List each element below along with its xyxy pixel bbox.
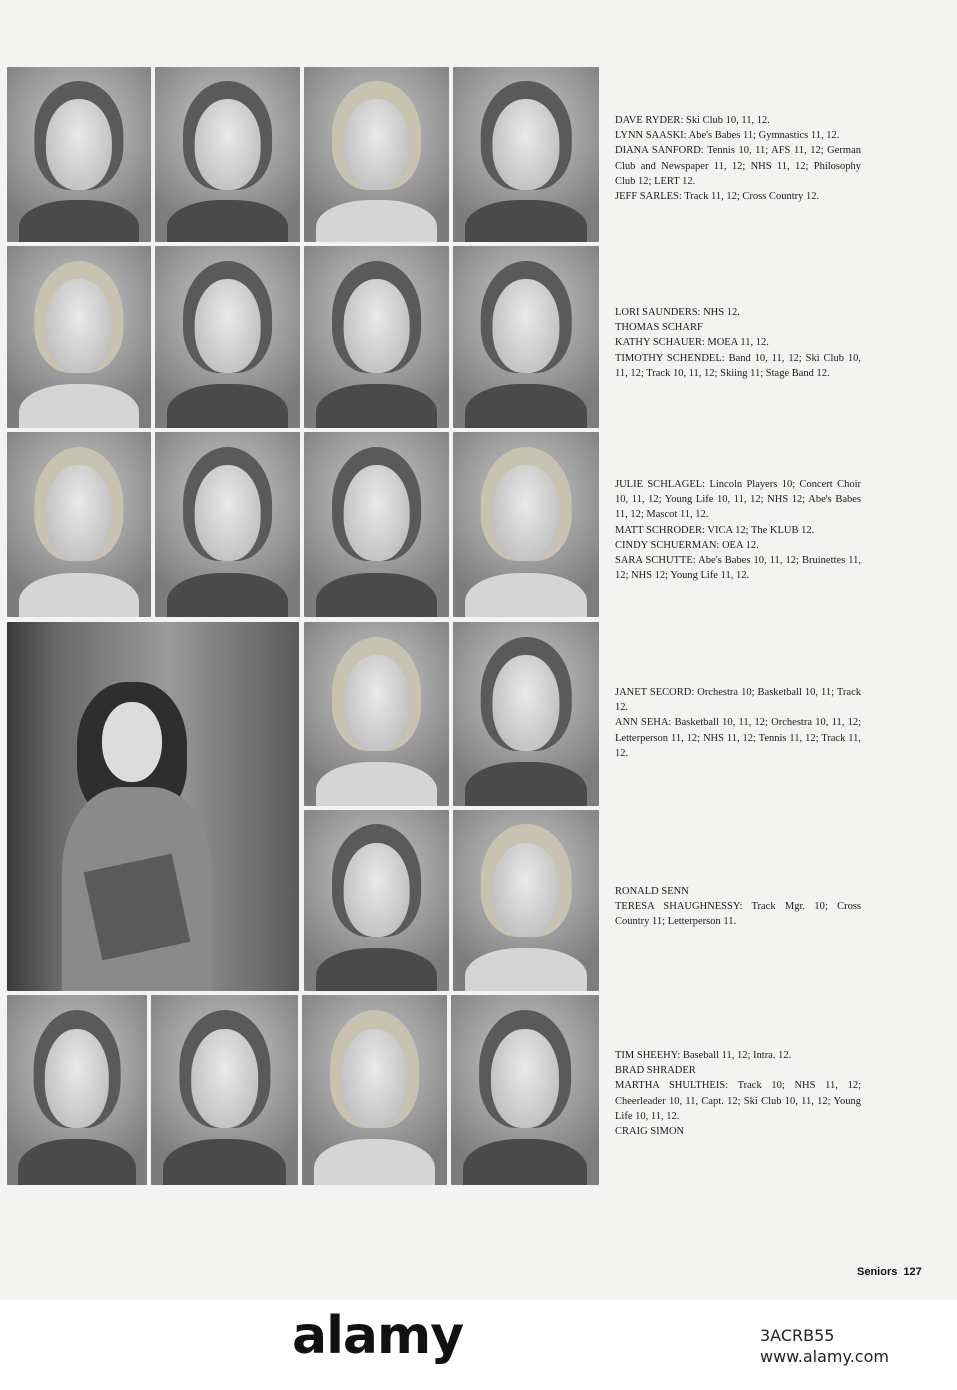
portrait-photo xyxy=(304,622,449,806)
portrait-photo xyxy=(304,246,449,428)
portrait-photo xyxy=(155,432,300,617)
section-label: Seniors xyxy=(857,1266,898,1278)
caption-line: TIMOTHY SCHENDEL: Band 10, 11, 12; Ski Club 10, 11, 12; Track 10, 11, 12; Skiing 11; Stage Band 12. xyxy=(615,352,861,379)
caption-line: SARA SCHUTTE: Abe's Babes 10, 11, 12; Bruinettes 11, 12; NHS 12; Young Life 11, 12. xyxy=(615,555,861,582)
caption-line: TERESA SHAUGHNESSY: Track Mgr. 10; Cross Country 11; Letterperson 11. xyxy=(615,901,861,928)
caption-line: LYNN SAASKI: Abe's Babes 11; Gymnastics 11, 12. xyxy=(615,130,840,142)
caption-block-4 xyxy=(615,685,861,761)
caption-line: THOMAS SCHARF xyxy=(615,322,703,334)
caption-block-6 xyxy=(615,1048,861,1139)
caption-line: TIM SHEEHY: Baseball 11, 12; Intra. 12. xyxy=(615,1050,792,1061)
caption-line: RONALD SENN xyxy=(615,886,689,897)
portrait-photo xyxy=(453,622,599,806)
portrait-photo xyxy=(7,432,151,617)
caption-block-2 xyxy=(615,305,861,381)
portrait-photo xyxy=(304,432,449,617)
caption-line: ANN SEHA: Basketball 10, 11, 12; Orchestra 10, 11, 12; Letterperson 11, 12; NHS 11, 12; Tennis 11, 12; Track 11, 12. xyxy=(615,717,861,759)
image-id: 3ACRB55 xyxy=(760,1326,835,1345)
portrait-photo xyxy=(304,67,449,242)
caption-line: LORI SAUNDERS: NHS 12. xyxy=(615,307,740,318)
portrait-photo xyxy=(453,432,599,617)
caption-block-1 xyxy=(615,113,861,204)
caption-line: MATT SCHRODER: VICA 12; The KLUB 12. xyxy=(615,524,815,536)
portrait-photo xyxy=(7,246,151,428)
caption-block-5 xyxy=(615,884,861,930)
caption-line: JULIE SCHLAGEL: Lincoln Players 10; Concert Choir 10, 11, 12; Young Life 10, 11, 12; NHS 12; Abe's Babes 11, 12; Mascot 11, 12. xyxy=(615,479,861,521)
caption-line: DIANA SANFORD: Tennis 10, 11; AFS 11, 12; German Club and Newspaper 11, 12; NHS 11, 12; Philosophy Club 12; LERT 12. xyxy=(615,145,861,187)
portrait-photo xyxy=(151,995,298,1185)
caption-block-3 xyxy=(615,477,861,583)
portrait-photo xyxy=(304,810,449,991)
portrait-photo xyxy=(451,995,599,1185)
portrait-photo xyxy=(7,995,147,1185)
caption-line: KATHY SCHAUER: MOEA 11, 12. xyxy=(615,337,769,349)
portrait-photo xyxy=(453,246,599,428)
page-number: 127 xyxy=(903,1266,922,1278)
caption-line: JANET SECORD: Orchestra 10; Basketball 10, 11; Track 12. xyxy=(615,687,861,714)
portrait-photo xyxy=(155,67,300,242)
candid-photo xyxy=(7,622,299,991)
portrait-photo xyxy=(155,246,300,428)
portrait-photo xyxy=(7,67,151,242)
caption-line: CRAIG SIMON xyxy=(615,1126,685,1138)
caption-line: BRAD SHRADER xyxy=(615,1065,696,1077)
page-footer xyxy=(857,1266,922,1278)
watermark-url: www.alamy.com xyxy=(760,1347,889,1366)
caption-line: JEFF SARLES: Track 11, 12; Cross Country 12. xyxy=(615,191,820,203)
watermark-strip xyxy=(0,1300,957,1390)
portrait-photo xyxy=(453,810,599,991)
portrait-photo xyxy=(453,67,599,242)
caption-line: CINDY SCHUERMAN: OEA 12. xyxy=(615,539,759,551)
watermark-logo: alamy xyxy=(292,1306,464,1366)
caption-line: DAVE RYDER: Ski Club 10, 11, 12. xyxy=(615,115,770,126)
portrait-photo xyxy=(302,995,447,1185)
caption-line: MARTHA SHULTHEIS: Track 10; NHS 11, 12; Cheerleader 10, 11, Capt. 12; Ski Club 10, 11, 12; Young Life 10, 11, 12. xyxy=(615,1080,861,1122)
